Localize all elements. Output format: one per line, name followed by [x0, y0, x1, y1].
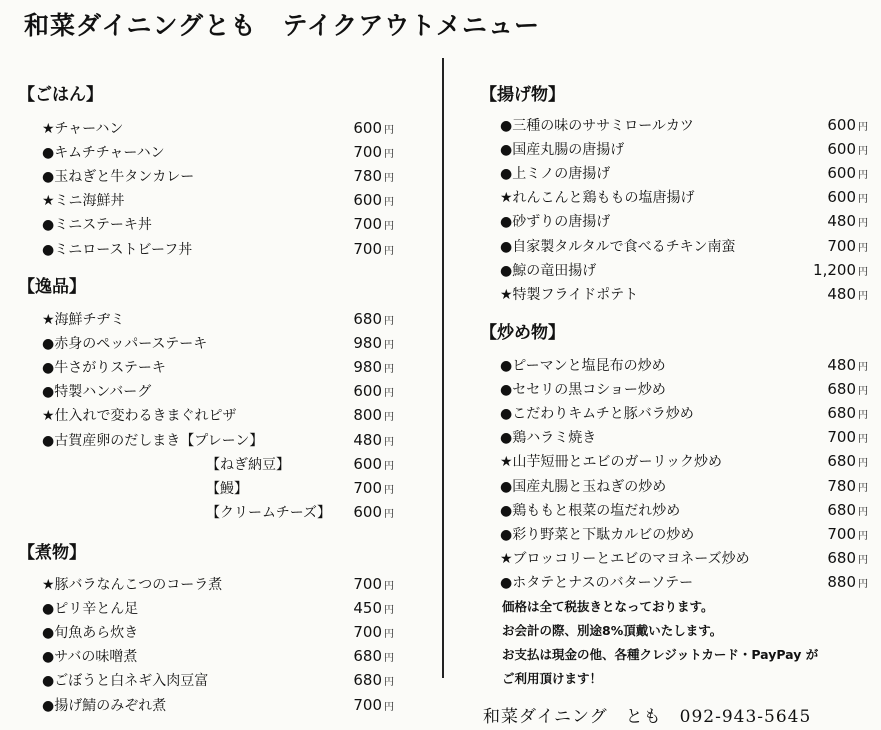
price-value: 980 — [353, 334, 382, 353]
menu-item — [500, 282, 868, 306]
yen-unit: 円 — [384, 508, 394, 520]
menu-item-price — [827, 404, 868, 422]
price-value: 700 — [353, 143, 382, 162]
menu-item-price — [353, 310, 394, 328]
price-value: 600 — [353, 382, 382, 401]
yen-unit: 円 — [858, 170, 868, 182]
price-value: 800 — [353, 406, 382, 425]
section-heading-itamemono: 【炒め物】 — [480, 323, 565, 343]
price-value: 480 — [827, 284, 856, 303]
menu-item-name: ●赤身のペッパーステーキ — [42, 336, 208, 353]
menu-item-name: ★山芋短冊とエビのガーリック炒め — [500, 454, 722, 471]
yen-unit: 円 — [384, 460, 394, 472]
menu-item-name: ★特製フライドポテト — [500, 286, 639, 303]
price-value: 680 — [827, 500, 856, 519]
menu-item — [42, 596, 394, 620]
yen-unit: 円 — [384, 388, 394, 400]
menu-item — [42, 331, 394, 355]
yen-unit: 円 — [858, 482, 868, 494]
price-value: 480 — [827, 356, 856, 374]
menu-item — [500, 498, 868, 522]
yen-unit: 円 — [384, 197, 394, 209]
menu-item-name: ●サバの味噌煮 — [42, 649, 138, 666]
menu-item-price — [813, 261, 868, 279]
menu-item-price — [827, 140, 868, 158]
menu-item — [42, 140, 394, 164]
menu-item-name: ●こだわりキムチと豚バラ炒め — [500, 406, 694, 423]
menu-item — [42, 355, 394, 379]
yen-unit: 円 — [858, 386, 868, 398]
menu-item-name: ●牛さがりステーキ — [42, 360, 166, 377]
menu-item-name: ●キムチチャーハン — [42, 145, 165, 162]
price-value: 600 — [827, 116, 856, 134]
menu-item-name: ●玉ねぎと牛タンカレー — [42, 169, 195, 186]
yen-unit: 円 — [858, 122, 868, 133]
yen-unit: 円 — [858, 530, 868, 542]
price-value: 700 — [827, 428, 856, 447]
menu-item — [500, 425, 868, 449]
price-value: 680 — [827, 548, 856, 567]
price-value: 600 — [353, 191, 382, 210]
menu-item-price — [827, 356, 868, 374]
yen-unit: 円 — [858, 242, 868, 254]
yen-unit: 円 — [858, 506, 868, 518]
menu-item-price — [827, 285, 868, 303]
menu-item — [206, 452, 394, 476]
menu-item-price — [827, 116, 868, 134]
menu-item-name: ★れんこんと鶏ももの塩唐揚げ — [500, 190, 695, 207]
menu-item — [500, 570, 868, 594]
section-heading-ippin: 【逸品】 — [18, 277, 86, 297]
price-value: 680 — [827, 404, 856, 423]
menu-item-price — [827, 452, 868, 470]
yen-unit: 円 — [858, 266, 868, 278]
price-value: 600 — [353, 119, 382, 137]
price-value: 980 — [353, 358, 382, 377]
yen-unit: 円 — [858, 290, 868, 302]
menu-item-price — [353, 671, 394, 689]
menu-item-price — [827, 573, 868, 591]
menu-item-name: 【ねぎ納豆】 — [206, 456, 290, 473]
menu-item-name: ●ごぼうと白ネギ入肉豆富 — [42, 673, 209, 690]
price-value: 700 — [353, 239, 382, 258]
menu-item-price — [827, 501, 868, 519]
yen-unit: 円 — [858, 434, 868, 446]
yen-unit: 円 — [384, 629, 394, 641]
menu-item-price — [353, 696, 394, 714]
yen-unit: 円 — [384, 653, 394, 665]
menu-item — [500, 522, 868, 546]
menu-item-price — [353, 358, 394, 376]
menu-item-name: ●鶏ももと根菜の塩だれ炒め — [500, 502, 681, 519]
menu-item-name: ●ピリ辛とん足 — [42, 601, 139, 618]
price-value: 780 — [827, 476, 856, 495]
menu-item-name: ●ミニローストビーフ丼 — [42, 241, 193, 258]
menu-item-name: ★ミニ海鮮丼 — [42, 193, 125, 210]
price-value: 700 — [827, 524, 856, 543]
menu-title: 和菜ダイニングとも テイクアウトメニュー — [24, 11, 541, 40]
price-value: 600 — [353, 502, 382, 521]
menu-item-price — [353, 215, 394, 233]
yen-unit: 円 — [858, 554, 868, 566]
yen-unit: 円 — [384, 245, 394, 257]
section-heading-gohan: 【ごはん】 — [18, 85, 103, 105]
price-value: 700 — [353, 575, 382, 593]
yen-unit: 円 — [858, 410, 868, 422]
menu-item-price — [827, 380, 868, 398]
yen-unit: 円 — [858, 458, 868, 470]
menu-item — [42, 693, 394, 717]
menu-item-name: 【鰻】 — [206, 480, 248, 497]
menu-item-price — [353, 167, 394, 185]
yen-unit: 円 — [384, 677, 394, 689]
note-line: 価格は全て税抜きとなっております。 — [502, 599, 714, 614]
menu-item — [500, 546, 868, 570]
column-divider — [442, 58, 444, 678]
yen-unit: 円 — [858, 362, 868, 373]
menu-item — [500, 449, 868, 473]
price-value: 680 — [827, 380, 856, 399]
menu-item — [500, 377, 868, 401]
menu-item-name: ●旬魚あら炊き — [42, 625, 139, 642]
menu-item — [42, 307, 394, 331]
menu-item-price — [353, 647, 394, 665]
menu-item — [42, 572, 394, 596]
price-value: 680 — [353, 310, 382, 328]
yen-unit: 円 — [384, 436, 394, 448]
price-value: 700 — [353, 695, 382, 714]
menu-item — [206, 476, 394, 500]
note-line: お会計の際、別途8%頂戴いたします。 — [502, 623, 723, 638]
yen-unit: 円 — [384, 412, 394, 424]
footer-contact: 和菜ダイニング とも 092-943-5645 — [483, 707, 812, 727]
section-heading-nimono: 【煮物】 — [18, 543, 86, 563]
yen-unit: 円 — [384, 701, 394, 713]
yen-unit: 円 — [858, 194, 868, 206]
menu-item-name: ●自家製タルタルで食べるチキン南蛮 — [500, 238, 736, 255]
menu-item-price — [353, 503, 394, 521]
menu-item — [42, 668, 394, 692]
menu-item-name: 【クリームチーズ】 — [206, 504, 332, 521]
menu-item-price — [827, 164, 868, 182]
menu-item — [42, 188, 394, 212]
menu-item-name: ●砂ずりの唐揚げ — [500, 214, 611, 231]
yen-unit: 円 — [384, 605, 394, 617]
price-value: 880 — [827, 572, 856, 591]
yen-unit: 円 — [384, 125, 394, 136]
menu-item-price — [353, 240, 394, 258]
price-value: 700 — [827, 236, 856, 255]
menu-item — [42, 164, 394, 188]
menu-item-name: ●国産丸腸と玉ねぎの炒め — [500, 478, 667, 495]
menu-item-name: ★海鮮チヂミ — [42, 312, 125, 328]
price-value: 600 — [827, 140, 856, 159]
yen-unit: 円 — [384, 173, 394, 185]
yen-unit: 円 — [384, 581, 394, 592]
menu-item-price — [827, 477, 868, 495]
menu-item — [500, 234, 868, 258]
menu-item-price — [353, 191, 394, 209]
menu-item-price — [353, 479, 394, 497]
menu-item-price — [353, 575, 394, 593]
menu-item — [500, 137, 868, 161]
menu-item-price — [353, 431, 394, 449]
menu-item-name: ★ブロッコリーとエビのマヨネーズ炒め — [500, 550, 750, 567]
menu-item-price — [353, 119, 394, 137]
menu-item-price — [353, 143, 394, 161]
menu-item — [206, 500, 394, 524]
menu-item-price — [827, 237, 868, 255]
menu-item — [500, 401, 868, 425]
menu-item-name: ★豚バラなんこつのコーラ煮 — [42, 577, 223, 593]
menu-item-price — [353, 382, 394, 400]
price-value: 600 — [827, 164, 856, 183]
menu-item — [42, 428, 394, 452]
yen-unit: 円 — [384, 340, 394, 352]
menu-item-price — [827, 188, 868, 206]
menu-item — [500, 209, 868, 233]
menu-item-name: ●上ミノの唐揚げ — [500, 166, 611, 183]
menu-item — [42, 620, 394, 644]
price-value: 680 — [353, 671, 382, 690]
price-value: 600 — [353, 454, 382, 473]
yen-unit: 円 — [858, 578, 868, 590]
menu-item-price — [353, 623, 394, 641]
menu-item — [42, 644, 394, 668]
menu-item-name: ●鶏ハラミ焼き — [500, 430, 597, 447]
price-value: 600 — [827, 188, 856, 207]
price-value: 780 — [353, 167, 382, 186]
menu-item-name: ★チャーハン — [42, 121, 124, 137]
menu-item-name: ●彩り野菜と下駄カルビの炒め — [500, 526, 695, 543]
menu-item-price — [353, 599, 394, 617]
yen-unit: 円 — [384, 149, 394, 161]
menu-item — [42, 116, 394, 140]
yen-unit: 円 — [384, 364, 394, 376]
menu-item-price — [827, 525, 868, 543]
yen-unit: 円 — [384, 316, 394, 327]
yen-unit: 円 — [858, 146, 868, 158]
menu-item-price — [827, 212, 868, 230]
menu-item-name: ●ミニステーキ丼 — [42, 217, 152, 234]
yen-unit: 円 — [384, 484, 394, 496]
menu-item — [500, 474, 868, 498]
menu-item-name: ●国産丸腸の唐揚げ — [500, 142, 625, 159]
menu-item-price — [353, 455, 394, 473]
price-value: 700 — [353, 215, 382, 234]
menu-item — [500, 113, 868, 137]
menu-item — [500, 353, 868, 377]
note-line: お支払は現金の他、各種クレジットカード・PayPay が — [502, 647, 819, 662]
menu-item-name: ●鯨の竜田揚げ — [500, 262, 597, 279]
yen-unit: 円 — [858, 218, 868, 230]
menu-item — [42, 403, 394, 427]
menu-item — [42, 237, 394, 261]
price-value: 680 — [827, 452, 856, 471]
menu-item-name: ●特製ハンバーグ — [42, 384, 152, 401]
menu-item-price — [353, 406, 394, 424]
menu-item — [42, 212, 394, 236]
section-heading-agemono: 【揚げ物】 — [480, 85, 565, 105]
menu-item-price — [827, 549, 868, 567]
note-line: ご利用頂けます！ — [502, 671, 603, 686]
menu-item-name: ●古賀産卵のだしまき【プレーン】 — [42, 432, 264, 449]
price-value: 450 — [353, 599, 382, 618]
menu-item-name: ●セセリの黒コショー炒め — [500, 382, 666, 399]
yen-unit: 円 — [384, 221, 394, 233]
menu-item-name: ●揚げ鯖のみぞれ煮 — [42, 697, 167, 714]
price-value: 680 — [353, 647, 382, 666]
menu-item-price — [827, 428, 868, 446]
price-value: 1,200 — [813, 260, 856, 279]
menu-item-price — [353, 334, 394, 352]
menu-item — [500, 161, 868, 185]
price-value: 700 — [353, 478, 382, 497]
menu-item-name: ●ピーマンと塩昆布の炒め — [500, 358, 666, 374]
menu-item-name: ●三種の味のササミロールカツ — [500, 118, 694, 134]
price-value: 480 — [353, 430, 382, 449]
price-value: 700 — [353, 623, 382, 642]
menu-item — [500, 258, 868, 282]
menu-item-name: ●ホタテとナスのバターソテー — [500, 574, 694, 591]
menu-item — [42, 379, 394, 403]
menu-item-name: ★仕入れで変わるきまぐれピザ — [42, 408, 237, 425]
menu-item — [500, 185, 868, 209]
price-value: 480 — [827, 212, 856, 231]
